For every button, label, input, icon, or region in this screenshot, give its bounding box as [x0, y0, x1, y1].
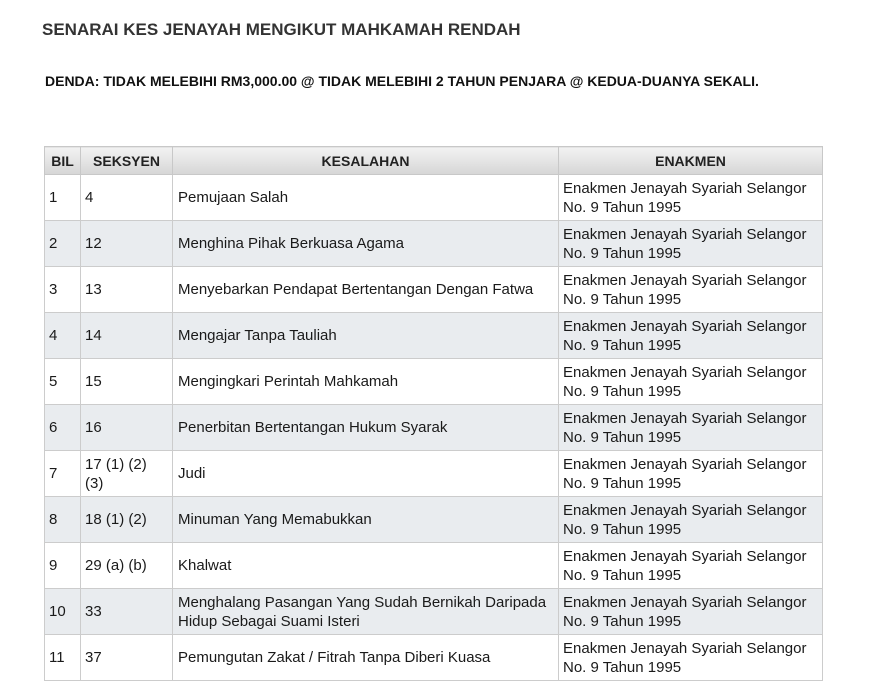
cell-kesalahan: Minuman Yang Memabukkan	[173, 497, 559, 543]
table-row	[45, 497, 823, 543]
cell-seksyen: 37	[81, 635, 173, 681]
cell-enakmen: Enakmen Jenayah Syariah Selangor No. 9 Tahun 1995	[559, 221, 823, 267]
cases-table	[44, 146, 823, 681]
cell-kesalahan: Menghina Pihak Berkuasa Agama	[173, 221, 559, 267]
cell-bil: 8	[45, 497, 81, 543]
cell-bil: 3	[45, 267, 81, 313]
cell-seksyen: 14	[81, 313, 173, 359]
cell-kesalahan: Mengajar Tanpa Tauliah	[173, 313, 559, 359]
cell-enakmen: Enakmen Jenayah Syariah Selangor No. 9 Tahun 1995	[559, 175, 823, 221]
cell-bil: 6	[45, 405, 81, 451]
cell-seksyen: 33	[81, 589, 173, 635]
cell-bil: 11	[45, 635, 81, 681]
cell-bil: 1	[45, 175, 81, 221]
cell-bil: 2	[45, 221, 81, 267]
cell-enakmen: Enakmen Jenayah Syariah Selangor No. 9 Tahun 1995	[559, 451, 823, 497]
cell-enakmen: Enakmen Jenayah Syariah Selangor No. 9 Tahun 1995	[559, 359, 823, 405]
cell-enakmen: Enakmen Jenayah Syariah Selangor No. 9 Tahun 1995	[559, 497, 823, 543]
cell-enakmen: Enakmen Jenayah Syariah Selangor No. 9 Tahun 1995	[559, 635, 823, 681]
cell-enakmen: Enakmen Jenayah Syariah Selangor No. 9 Tahun 1995	[559, 405, 823, 451]
table-row	[45, 451, 823, 497]
header-seksyen: SEKSYEN	[81, 147, 173, 175]
cell-seksyen: 16	[81, 405, 173, 451]
cell-seksyen: 4	[81, 175, 173, 221]
header-kesalahan: KESALAHAN	[173, 147, 559, 175]
cell-seksyen: 13	[81, 267, 173, 313]
table-row	[45, 405, 823, 451]
table-row	[45, 221, 823, 267]
cell-kesalahan: Pemungutan Zakat / Fitrah Tanpa Diberi Kuasa	[173, 635, 559, 681]
cell-kesalahan: Judi	[173, 451, 559, 497]
cell-seksyen: 12	[81, 221, 173, 267]
cell-bil: 5	[45, 359, 81, 405]
table-row	[45, 267, 823, 313]
table-row	[45, 359, 823, 405]
penalty-note: DENDA: TIDAK MELEBIHI RM3,000.00 @ TIDAK MELEBIHI 2 TAHUN PENJARA @ KEDUA-DUANYA SEKALI.	[45, 73, 759, 89]
cell-seksyen: 15	[81, 359, 173, 405]
cell-kesalahan: Menghalang Pasangan Yang Sudah Bernikah Daripada Hidup Sebagai Suami Isteri	[173, 589, 559, 635]
cell-bil: 7	[45, 451, 81, 497]
table-row	[45, 635, 823, 681]
cell-seksyen: 17 (1) (2) (3)	[81, 451, 173, 497]
cell-enakmen: Enakmen Jenayah Syariah Selangor No. 9 Tahun 1995	[559, 589, 823, 635]
cell-kesalahan: Menyebarkan Pendapat Bertentangan Dengan Fatwa	[173, 267, 559, 313]
cell-seksyen: 18 (1) (2)	[81, 497, 173, 543]
table-row	[45, 543, 823, 589]
table-header-row	[45, 147, 823, 175]
cell-bil: 4	[45, 313, 81, 359]
cell-kesalahan: Pemujaan Salah	[173, 175, 559, 221]
cell-enakmen: Enakmen Jenayah Syariah Selangor No. 9 Tahun 1995	[559, 313, 823, 359]
header-bil: BIL	[45, 147, 81, 175]
page-title: SENARAI KES JENAYAH MENGIKUT MAHKAMAH RENDAH	[42, 20, 521, 39]
cell-seksyen: 29 (a) (b)	[81, 543, 173, 589]
cell-bil: 10	[45, 589, 81, 635]
cell-kesalahan: Mengingkari Perintah Mahkamah	[173, 359, 559, 405]
cell-enakmen: Enakmen Jenayah Syariah Selangor No. 9 Tahun 1995	[559, 543, 823, 589]
cell-kesalahan: Khalwat	[173, 543, 559, 589]
cell-kesalahan: Penerbitan Bertentangan Hukum Syarak	[173, 405, 559, 451]
cell-enakmen: Enakmen Jenayah Syariah Selangor No. 9 Tahun 1995	[559, 267, 823, 313]
table-row	[45, 175, 823, 221]
cell-bil: 9	[45, 543, 81, 589]
table-row	[45, 313, 823, 359]
table-row	[45, 589, 823, 635]
header-enakmen: ENAKMEN	[559, 147, 823, 175]
